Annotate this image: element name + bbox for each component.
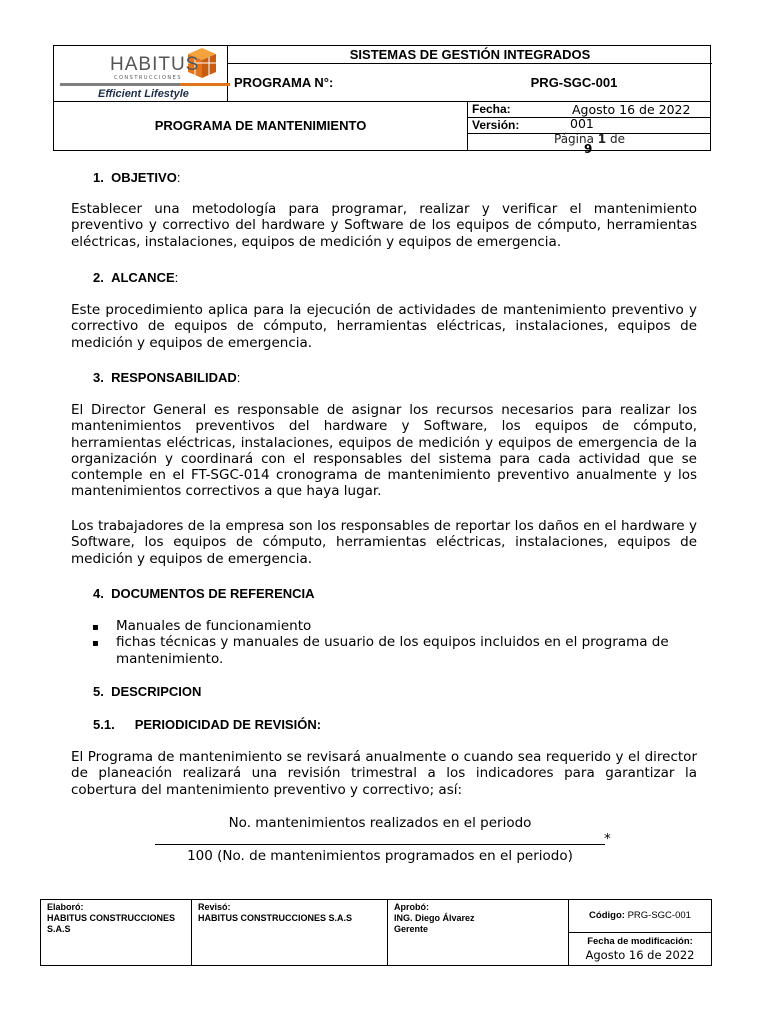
logo-wordmark: HABITUS <box>110 54 200 75</box>
section-colon: : <box>236 370 241 385</box>
section-number: 3. <box>93 370 104 385</box>
objetivo-text: Establecer una metodología para programar, realizar y verificar el mantenimiento preventivo y correctivo del hardware y Software de los equipos de cómputo, herramientas eléctricas, instalaciones, equipos de medición y equipos de emergencia. <box>71 201 697 250</box>
program-label: PROGRAMA N°: <box>234 75 334 90</box>
formula-denominator: 100 (No. de mantenimientos programados en el periodo) <box>187 848 573 864</box>
section-4-heading <box>93 586 315 601</box>
pagina-current: 1 <box>597 132 607 146</box>
section-number: 5.1. <box>93 717 115 732</box>
codigo-value: PRG-SGC-001 <box>627 910 691 921</box>
logo-subtitle: CONSTRUCCIONES <box>114 75 182 81</box>
reviso-value: HABITUS CONSTRUCCIONES S.A.S <box>198 913 353 923</box>
section-2-heading <box>93 270 178 285</box>
aprobo-label: Aprobó: <box>394 902 429 912</box>
logo-slogan: Efficient Lifestyle <box>98 88 189 100</box>
section-title: RESPONSABILIDAD <box>111 370 237 385</box>
logo-gray-bar <box>60 83 180 86</box>
codigo-label: Código: <box>589 910 625 921</box>
pagina-total: 9 <box>584 142 593 156</box>
list-item-text: Manuales de funcionamiento <box>116 618 312 634</box>
section-number: 4. <box>93 586 104 601</box>
elaboro-cell <box>41 900 192 965</box>
section-colon: : <box>176 170 181 185</box>
fecha-mod-cell <box>569 933 711 965</box>
section-number: 1. <box>93 170 104 185</box>
section-title: DOCUMENTOS DE REFERENCIA <box>111 586 315 601</box>
pagina-de: de <box>609 132 625 146</box>
section-title: ALCANCE <box>111 270 175 285</box>
logo-cell <box>54 46 228 102</box>
section-5-heading <box>93 684 201 699</box>
document-footer <box>40 899 712 966</box>
list-item <box>92 634 692 667</box>
reviso-cell <box>192 900 388 965</box>
system-title: SISTEMAS DE GESTIÓN INTEGRADOS <box>228 46 712 64</box>
logo-orange-bar <box>180 83 230 86</box>
formula-multiplier: * <box>604 831 611 847</box>
formula-fraction-line <box>155 844 605 845</box>
section-title: PERIODICIDAD DE REVISIÓN: <box>134 717 322 732</box>
aprobo-role: Gerente <box>394 924 429 934</box>
bullet-icon: ▪ <box>92 622 99 633</box>
section-colon: : <box>174 270 179 285</box>
periodicidad-text: El Programa de mantenimiento se revisará anualmente o cuando sea requerido y el director de planeación realizará una revisión trimestral a los indicadores para garantizar la cobertura del mantenimiento preventivo y correctivo; así: <box>71 749 697 798</box>
list-item-text: fichas técnicas y manuales de usuario de los equipos incluidos en el programa de mantenimiento. <box>116 634 669 667</box>
fecha-mod-value: Agosto 16 de 2022 <box>585 948 695 962</box>
document-header <box>53 45 711 156</box>
elaboro-value: HABITUS CONSTRUCCIONES S.A.S <box>47 913 176 934</box>
section-number: 2. <box>93 270 104 285</box>
elaboro-label: Elaboró: <box>47 902 84 912</box>
section-1-heading <box>93 170 180 185</box>
responsabilidad-text-1: El Director General es responsable de asignar los recursos necesarios para realizar los mantenimientos preventivos del hardware y Software, los equipos de cómputo, herramientas eléctricas, instalaciones, equipos de medición y equipos de emergencia de la organización y coordinará con el responsables del sistema para cada actividad que se contemple en el FT-SGC-014 cronograma de mantenimiento preventivo anualmente y los mantenimientos correctivos a que haya lugar. <box>71 402 697 500</box>
bullet-icon: ▪ <box>92 638 99 650</box>
section-5-1-heading <box>93 717 321 732</box>
section-title: DESCRIPCION <box>111 684 202 699</box>
habitus-logo <box>54 46 228 102</box>
alcance-text: Este procedimiento aplica para la ejecución de actividades de mantenimiento preventivo y correctivo de equipos de cómputo, herramientas eléctricas, instalaciones, equipos de medición y equipos de emergencia. <box>71 302 697 351</box>
doc-title: PROGRAMA DE MANTENIMIENTO <box>54 102 468 150</box>
version-value: 001 <box>570 116 594 131</box>
fecha-mod-label: Fecha de modificación: <box>587 936 693 947</box>
reference-list <box>92 618 692 667</box>
aprobo-cell <box>388 900 569 965</box>
section-3-heading <box>93 370 240 385</box>
formula-numerator: No. mantenimientos realizados en el periodo <box>228 815 532 831</box>
responsabilidad-text-2: Los trabajadores de la empresa son los responsables de reportar los daños en el hardware y Software, los equipos de cómputo, herramientas eléctricas, instalaciones, equipos de medición y equipos de emergencia. <box>71 518 697 567</box>
program-code: PRG-SGC-001 <box>530 75 618 90</box>
pagina-prefix: Página <box>554 132 594 146</box>
section-title: OBJETIVO <box>111 170 177 185</box>
pagina-row <box>468 132 710 156</box>
version-label: Versión: <box>472 118 520 132</box>
aprobo-name: ING. Diego Álvarez <box>394 913 475 923</box>
codigo-cell <box>569 900 711 933</box>
list-item <box>92 618 692 634</box>
fecha-label: Fecha: <box>472 102 511 116</box>
reviso-label: Revisó: <box>198 902 231 912</box>
section-number: 5. <box>93 684 104 699</box>
fecha-value: Agosto 16 de 2022 <box>572 102 691 117</box>
